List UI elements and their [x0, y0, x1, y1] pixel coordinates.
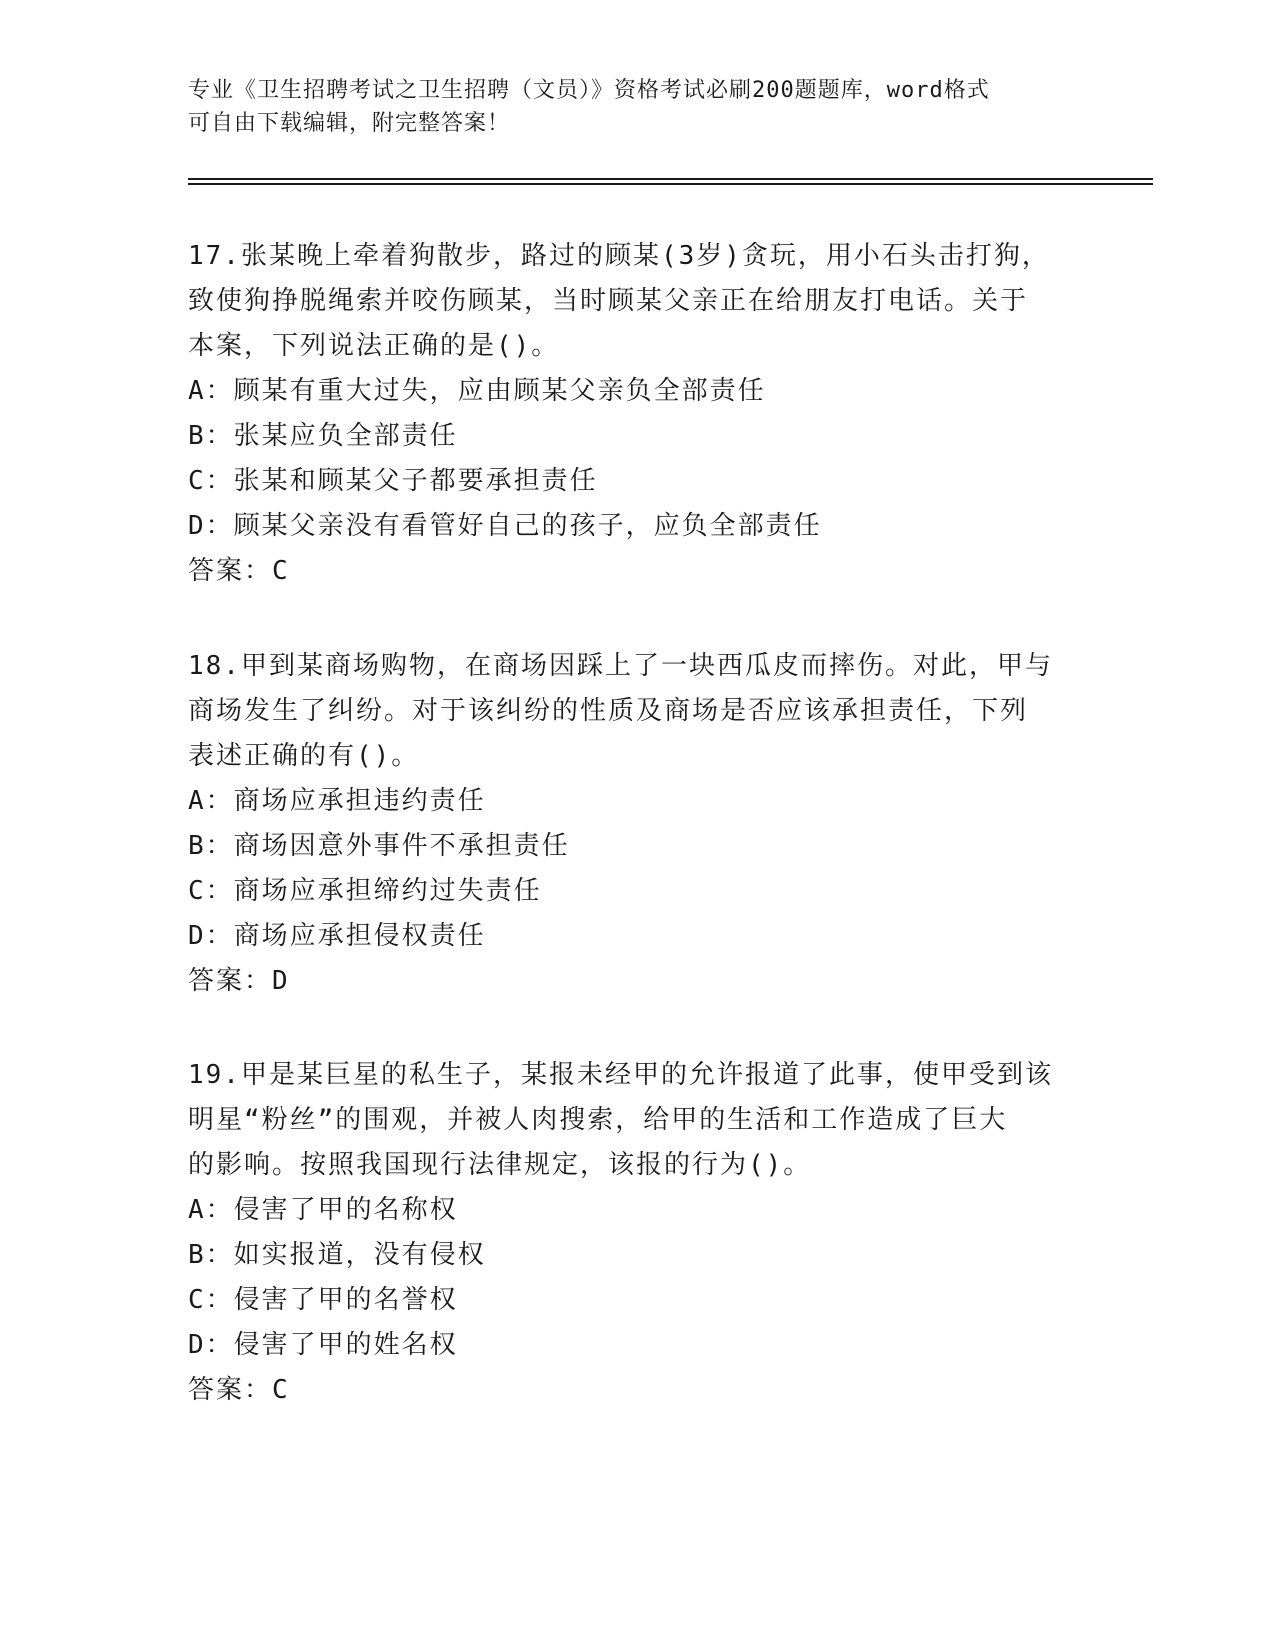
question-18 [188, 644, 1088, 1004]
question-stem-line: 表述正确的有()。 [188, 741, 420, 771]
header-divider-bottom [188, 183, 1153, 185]
option-b: B：如实报道，没有侵权 [188, 1240, 486, 1270]
option-c: C：侵害了甲的名誉权 [188, 1285, 458, 1315]
option-d: D：侵害了甲的姓名权 [188, 1330, 458, 1360]
option-a: A：侵害了甲的名称权 [188, 1195, 458, 1225]
question-17 [188, 234, 1088, 594]
answer-line: 答案：D [188, 966, 290, 996]
header-divider-top [188, 178, 1153, 180]
option-c: C：商场应承担缔约过失责任 [188, 876, 542, 906]
option-d: D：顾某父亲没有看管好自己的孩子，应负全部责任 [188, 511, 822, 541]
document-header [188, 74, 1068, 140]
question-stem-line: 本案，下列说法正确的是()。 [188, 331, 560, 361]
question-stem-line: 致使狗挣脱绳索并咬伤顾某，当时顾某父亲正在给朋友打电话。关于 [188, 286, 1029, 316]
answer-line: 答案：C [188, 1375, 290, 1405]
question-stem-line: 17.张某晚上牵着狗散步，路过的顾某(3岁)贪玩，用小石头击打狗， [188, 241, 1050, 271]
question-stem-line: 的影响。按照我国现行法律规定，该报的行为()。 [188, 1150, 812, 1180]
question-19 [188, 1053, 1088, 1413]
option-d: D：商场应承担侵权责任 [188, 921, 486, 951]
header-line-1: 专业《卫生招聘考试之卫生招聘（文员）》资格考试必刷200题题库，word格式 [188, 78, 990, 103]
option-a: A：顾某有重大过失，应由顾某父亲负全部责任 [188, 376, 766, 406]
question-stem-line: 明星“粉丝”的围观，并被人肉搜索，给甲的生活和工作造成了巨大 [188, 1105, 1008, 1135]
question-stem-line: 18.甲到某商场购物，在商场因踩上了一块西瓜皮而摔伤。对此，甲与 [188, 651, 1053, 681]
option-b: B：张某应负全部责任 [188, 421, 458, 451]
header-line-2: 可自由下载编辑，附完整答案！ [188, 111, 511, 136]
option-a: A：商场应承担违约责任 [188, 786, 486, 816]
question-stem-line: 19.甲是某巨星的私生子，某报未经甲的允许报道了此事，使甲受到该 [188, 1060, 1053, 1090]
answer-line: 答案：C [188, 556, 290, 586]
question-stem-line: 商场发生了纠纷。对于该纠纷的性质及商场是否应该承担责任，下列 [188, 696, 1029, 726]
option-c: C：张某和顾某父子都要承担责任 [188, 466, 598, 496]
option-b: B：商场因意外事件不承担责任 [188, 831, 570, 861]
